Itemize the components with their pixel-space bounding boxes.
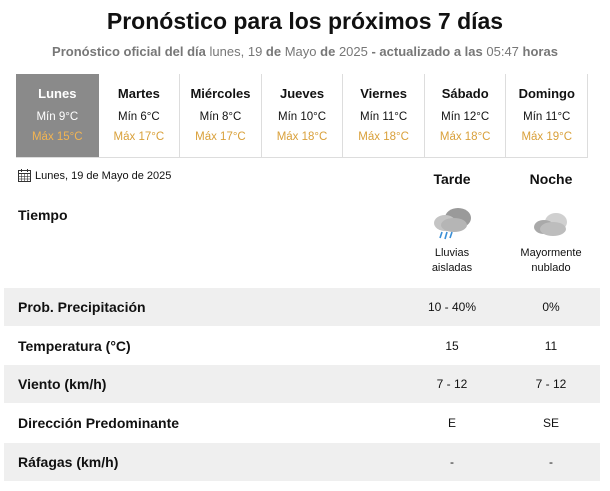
day-min-temp: Mín 11°C bbox=[523, 111, 571, 123]
day-name: Miércoles bbox=[190, 86, 251, 101]
day-tab-martes[interactable] bbox=[99, 74, 181, 157]
row-label: Temperatura (°C) bbox=[18, 338, 131, 354]
day-name: Viernes bbox=[360, 86, 407, 101]
day-tab-domingo[interactable] bbox=[506, 74, 588, 157]
day-max-temp: Máx 17°C bbox=[113, 131, 165, 143]
selected-date bbox=[18, 169, 171, 182]
day-name: Lunes bbox=[38, 86, 77, 101]
value-noche: 0% bbox=[542, 300, 560, 314]
night-cloud-icon bbox=[530, 209, 574, 243]
row-label: Prob. Precipitación bbox=[18, 299, 146, 315]
day-tab-viernes[interactable] bbox=[343, 74, 425, 157]
day-min-temp: Mín 9°C bbox=[36, 111, 79, 123]
day-max-temp: Máx 17°C bbox=[195, 131, 246, 143]
day-name: Domingo bbox=[518, 86, 575, 101]
row-rafagas bbox=[4, 443, 600, 481]
day-tab-miercoles[interactable] bbox=[180, 74, 262, 157]
row-label: Ráfagas (km/h) bbox=[18, 454, 119, 470]
value-tarde: E bbox=[447, 416, 456, 430]
day-tab-jueves[interactable] bbox=[262, 74, 344, 157]
day-max-temp: Máx 15°C bbox=[31, 131, 83, 143]
day-max-temp: Máx 18°C bbox=[439, 131, 491, 143]
day-tab-lunes[interactable] bbox=[16, 74, 99, 157]
day-min-temp: Mín 8°C bbox=[199, 111, 242, 123]
day-tab-sabado[interactable] bbox=[425, 74, 507, 157]
day-min-temp: Mín 10°C bbox=[277, 111, 327, 123]
row-label: Dirección Predominante bbox=[18, 415, 180, 431]
day-name: Sábado bbox=[441, 86, 489, 101]
rain-cloud-icon bbox=[430, 206, 474, 240]
page-subtitle: Pronóstico oficial del día lunes, 19 de Mayo de 2025 - actualizado a las 05:47 horas bbox=[52, 44, 558, 59]
row-temperatura bbox=[4, 327, 600, 365]
column-header-tarde: Tarde bbox=[433, 171, 471, 187]
row-prob-precipitacion bbox=[4, 288, 600, 326]
weather-description-noche: Mayormente nublado bbox=[520, 247, 582, 274]
value-tarde: 10 - 40% bbox=[427, 300, 477, 314]
calendar-icon bbox=[18, 169, 31, 182]
row-label: Viento (km/h) bbox=[18, 376, 107, 392]
day-max-temp: Máx 18°C bbox=[358, 131, 409, 143]
value-noche: 7 - 12 bbox=[535, 377, 567, 391]
weather-description-tarde: Lluvias aisladas bbox=[431, 247, 473, 274]
value-tarde: 15 bbox=[445, 339, 459, 353]
day-min-temp: Mín 6°C bbox=[118, 111, 160, 123]
day-name: Jueves bbox=[279, 86, 325, 101]
tiempo-label: Tiempo bbox=[18, 207, 68, 223]
page-title: Pronóstico para los próximos 7 días bbox=[106, 8, 504, 34]
day-max-temp: Máx 18°C bbox=[276, 131, 328, 143]
row-viento bbox=[4, 365, 600, 403]
value-noche: 11 bbox=[544, 339, 558, 353]
row-direccion-predominante bbox=[4, 404, 600, 442]
value-tarde: - bbox=[450, 455, 454, 469]
day-min-temp: Mín 11°C bbox=[359, 111, 408, 123]
value-tarde: 7 - 12 bbox=[436, 377, 468, 391]
day-min-temp: Mín 12°C bbox=[441, 111, 490, 123]
day-tabs bbox=[16, 74, 588, 158]
day-max-temp: Máx 19°C bbox=[521, 131, 573, 143]
column-header-noche: Noche bbox=[529, 171, 573, 187]
value-noche: - bbox=[549, 455, 553, 469]
day-name: Martes bbox=[117, 86, 160, 101]
selected-date-text: Lunes, 19 de Mayo de 2025 bbox=[35, 169, 172, 182]
value-noche: SE bbox=[542, 416, 559, 430]
